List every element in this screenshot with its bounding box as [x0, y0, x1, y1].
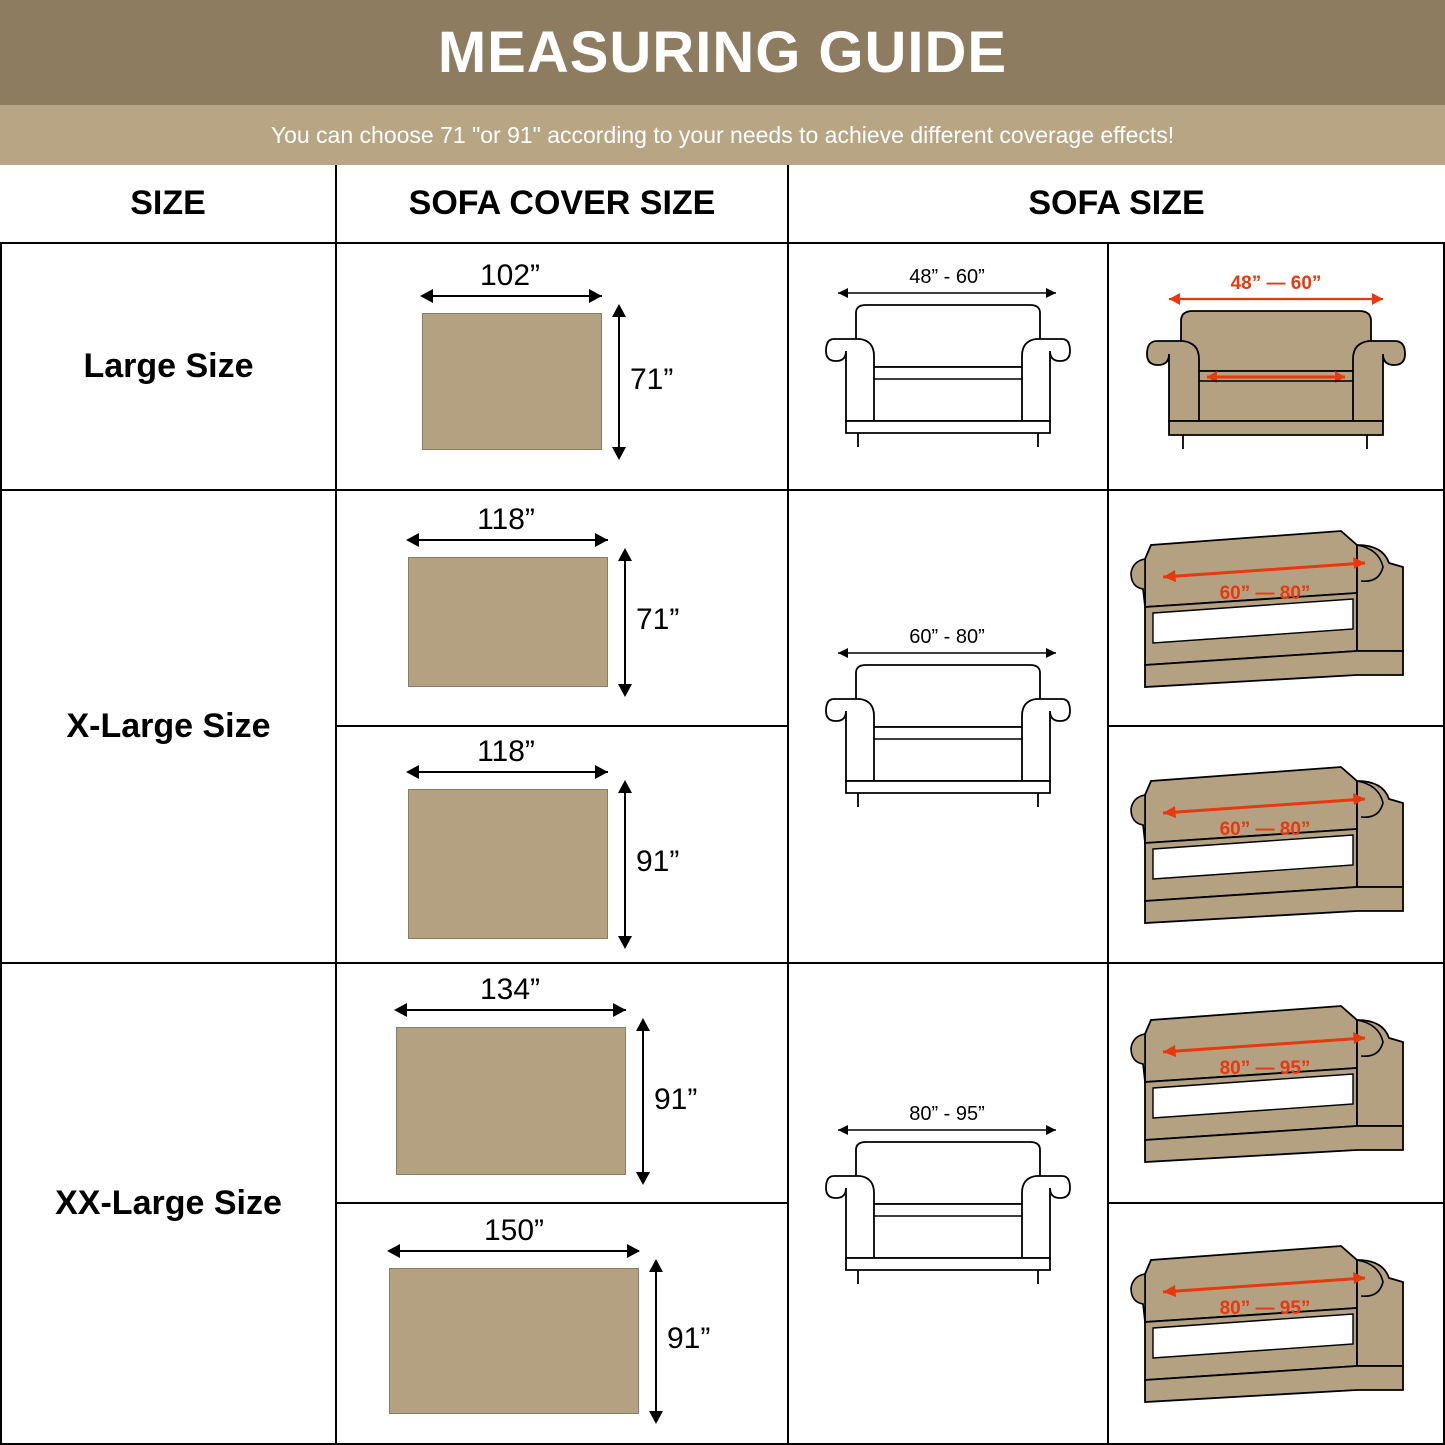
sofa-3d-view-xlarge-2	[1108, 726, 1444, 963]
sofa-3d-perspective-illustration	[1121, 501, 1431, 716]
sofa-front-dimension-label: 80” - 95”	[909, 1103, 985, 1126]
cover-width-label: 134”	[479, 973, 541, 1007]
column-header-cover-size: SOFA COVER SIZE	[336, 165, 788, 243]
sofa-3d-dimension-label: 48” — 60”	[1230, 273, 1322, 295]
sofa-3d-perspective-illustration	[1121, 737, 1431, 952]
cover-height-label: 71”	[636, 603, 680, 637]
sofa-3d-view-xxlarge-1	[1108, 963, 1444, 1204]
cover-height-label: 91”	[636, 844, 680, 878]
row-label-xxlarge: XX-Large Size	[1, 963, 336, 1444]
sofa-front-view-xxlarge	[788, 963, 1108, 1444]
table-row	[1, 490, 1444, 727]
table-header-row	[1, 165, 1444, 243]
cover-diagram-xxlarge-1	[336, 963, 788, 1204]
sofa-front-view-xlarge	[788, 490, 1108, 963]
sofa-front-view-large	[788, 243, 1108, 490]
sofa-3d-dimension-label: 80” — 95”	[1219, 1057, 1311, 1079]
cover-diagram-large-1	[336, 243, 788, 490]
column-header-sofa-size: SOFA SIZE	[788, 165, 1444, 243]
sofa-3d-view-xxlarge-2	[1108, 1203, 1444, 1444]
row-label-large: Large Size	[1, 243, 336, 490]
sofa-3d-dimension-label: 80” — 95”	[1219, 1298, 1311, 1320]
guide-title-bar	[0, 0, 1445, 105]
sofa-3d-perspective-illustration	[1121, 1216, 1431, 1431]
cover-height-label: 91”	[667, 1321, 711, 1355]
table-row	[1, 963, 1444, 1204]
sofa-3d-dimension-label: 60” — 80”	[1219, 582, 1311, 604]
sofa-front-illustration	[798, 621, 1098, 831]
sofa-front-illustration	[798, 1098, 1098, 1308]
row-label-xlarge: X-Large Size	[1, 490, 336, 963]
column-header-size: SIZE	[1, 165, 336, 243]
guide-subtitle-bar	[0, 105, 1445, 165]
sofa-3d-view-xlarge-1	[1108, 490, 1444, 727]
sofa-3d-dimension-label: 60” — 80”	[1219, 819, 1311, 841]
cover-width-label: 118”	[477, 503, 535, 537]
cover-diagram-xxlarge-2	[336, 1203, 788, 1444]
sofa-3d-perspective-illustration	[1121, 976, 1431, 1191]
cover-height-label: 91”	[654, 1083, 698, 1117]
sofa-front-dimension-label: 60” - 80”	[909, 626, 985, 649]
cover-width-label: 150”	[483, 1213, 545, 1247]
page-subtitle: You can choose 71 "or 91" according to your needs to achieve different coverage effects!	[270, 121, 1175, 148]
sofa-front-illustration	[798, 261, 1098, 471]
size-table	[0, 165, 1445, 1445]
cover-width-label: 102”	[479, 259, 541, 293]
sofa-3d-illustration	[1121, 261, 1431, 471]
cover-width-label: 118”	[477, 734, 535, 768]
sofa-3d-view-large	[1108, 243, 1444, 490]
cover-diagram-xlarge-1	[336, 490, 788, 727]
cover-diagram-xlarge-2	[336, 726, 788, 963]
cover-height-label: 71”	[630, 363, 674, 397]
page-title: MEASURING GUIDE	[437, 20, 1008, 85]
table-row	[1, 243, 1444, 490]
sofa-front-dimension-label: 48” - 60”	[909, 266, 985, 289]
